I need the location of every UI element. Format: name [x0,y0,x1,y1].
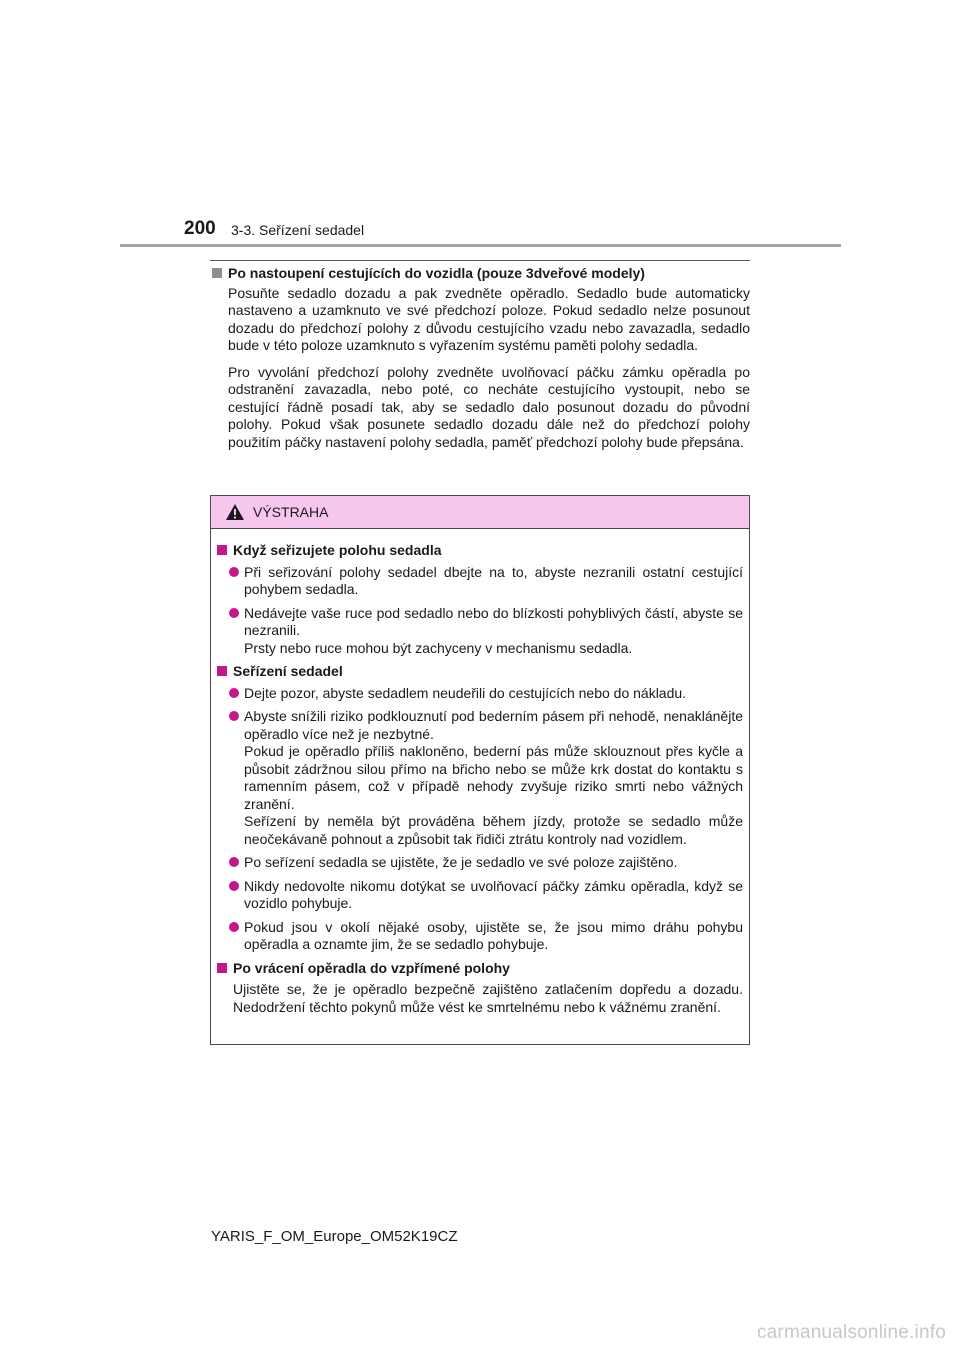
round-bullet-icon [229,608,239,618]
list-item-text: Pokud jsou v okolí nějaké osoby, ujistěte se, že jsou mimo dráhu pohybu opěradla a oznamte jim, že se sedadlo pohybuje. [244,918,743,952]
warning-title: VÝSTRAHA [253,504,329,520]
model-code: YARIS_F_OM_Europe_OM52K19CZ [211,1228,458,1245]
list-item [229,708,743,848]
list-item [229,564,743,599]
square-bullet-icon [217,666,227,676]
warning-section-text: Ujistěte se, že je opěradlo bezpečně zajištěno zatlačením dopředu a dozadu. Nedodržení těchto pokynů může vést ke smrtelnému nebo k vážnému zranění. [233,981,743,1015]
list-item [229,919,743,954]
warning-section-heading-text: Když seřizujete polohu sedadla [233,542,442,558]
list-item [229,685,743,703]
intro-heading [210,265,750,283]
list-item [229,878,743,913]
list-item-text: Abyste snížili riziko podklouznutí pod bederním pásem při nehodě, nenaklánějte opěradlo více než je nezbytné. Pokud je opěradlo příliš nakloněno, bederní pás může sklouznout přes kyčle a působit zádržnou silou přímo na břicho nebo se může krk dostat do kontaktu s ramenním pásem, což v případě nehody zvyšuje riziko smrti nebo vážných zranění. Seřízení by neměla být prováděna během jízdy, protože se sedadlo může neočekávaně pohnout a způsobit tak řidiči ztrátu kontroly nad vozidlem. [244,708,743,847]
header-rule [120,244,841,247]
warning-box [210,495,750,1045]
round-bullet-icon [229,688,239,698]
square-bullet-icon [217,545,227,555]
intro-paragraph-1: Posuňte sedadlo dozadu a pak zvedněte opěradlo. Sedadlo bude automaticky nastaveno a uzamknuto ve své předchozí poloze. Pokud sedadlo nelze posunout dozadu do předchozí polohy z důvodu cestujícího vzadu nebo zavazadla, sedadlo bude v této poloze uzamknuto s vyřazením systému paměti polohy sedadla. [228,284,750,353]
round-bullet-icon [229,567,239,577]
round-bullet-icon [229,857,239,867]
intro-heading-text: Po nastoupení cestujících do vozidla (pouze 3dveřové modely) [228,265,645,281]
warning-body [211,529,749,1016]
round-bullet-icon [229,881,239,891]
square-bullet-icon [212,268,222,278]
list-item-text: Při seřizování polohy sedadel dbejte na to, abyste nezranili ostatní cestující pohybem sedadla. [244,563,743,597]
warning-triangle-icon [225,503,245,521]
watermark-link[interactable]: carmanualsonline.info [756,1322,946,1343]
list-item-text: Nedávejte vaše ruce pod sedadlo nebo do blízkosti pohyblivých částí, abyste se nezranili. Prsty nebo ruce mohou být zachyceny v mechanismu sedadla. [244,604,743,656]
list-item [229,854,743,872]
warning-section-heading [215,960,743,978]
warning-section-heading [215,542,743,560]
section-title: 3-3. Seřízení sedadel [231,222,365,238]
list-item [229,605,743,658]
intro-paragraph-2: Pro vyvolání předchozí polohy zvedněte uvolňovací páčku zámku opěradla po odstranění zavazadla, nebo poté, co necháte cestujícího vystoupit, nebo se cestující řádně posadí tak, aby se sedadlo dalo posunout dozadu do původní polohy. Pokud však posunete sedadlo dozadu dále než do předchozí polohy použitím páčky nastavení polohy sedadla, paměť předchozí polohy bude přepsána. [228,363,750,450]
list-item-text: Dejte pozor, abyste sedadlem neudeřili do cestujících nebo do nákladu. [244,684,687,701]
intro-section [210,265,750,460]
list-item-text: Nikdy nedovolte nikomu dotýkat se uvolňovací páčky zámku opěradla, když se vozidlo pohybuje. [244,877,743,911]
warning-section-heading-text: Po vrácení opěradla do vzpřímené polohy [233,959,510,976]
warning-section-heading [215,663,743,681]
round-bullet-icon [229,711,239,721]
content-top-rule [210,260,750,261]
round-bullet-icon [229,922,239,932]
square-bullet-icon [217,963,227,973]
warning-section-heading-text: Seřízení sedadel [233,663,343,679]
page-number: 200 [184,218,216,239]
list-item-text: Po seřízení sedadla se ujistěte, že je sedadlo ve své poloze zajištěno. [244,854,678,870]
warning-header [211,496,749,529]
